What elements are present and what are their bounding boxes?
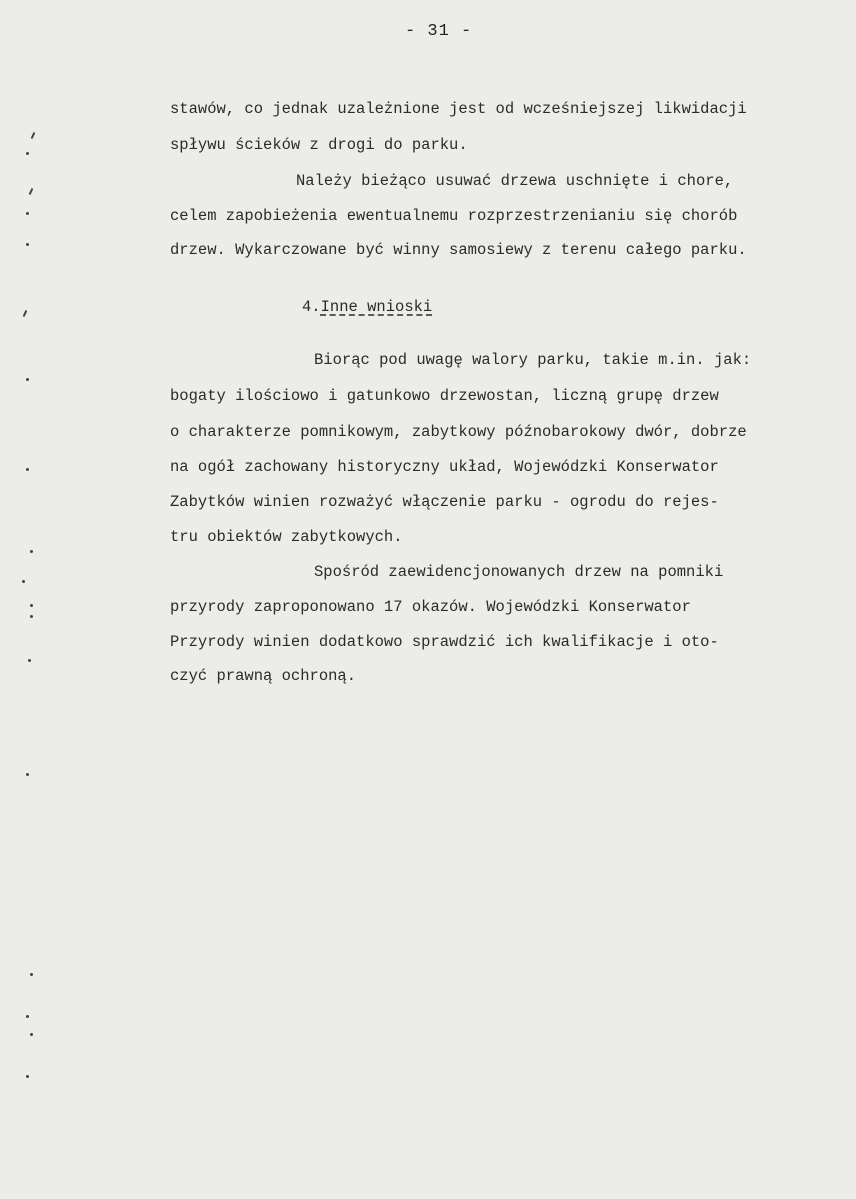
text-line: drzew. Wykarczowane być winny samosiewy z terenu całego parku. <box>170 241 747 259</box>
section-title: Inne wnioski <box>320 298 433 316</box>
text-line: tru obiektów zabytkowych. <box>170 528 403 546</box>
scan-speck <box>26 468 29 471</box>
scan-speck <box>26 773 29 776</box>
text-line: spływu ścieków z drogi do parku. <box>170 136 468 154</box>
text-line: stawów, co jednak uzależnione jest od wcześniejszej likwidacji <box>170 100 747 118</box>
scan-speck <box>28 659 31 662</box>
text-line: przyrody zaproponowano 17 okazów. Wojewódzki Konserwator <box>170 598 691 616</box>
text-line: celem zapobieżenia ewentualnemu rozprzestrzenianiu się chorób <box>170 207 738 225</box>
text-line: Należy bieżąco usuwać drzewa uschnięte i chore, <box>296 172 734 190</box>
text-line: o charakterze pomnikowym, zabytkowy późnobarokowy dwór, dobrze <box>170 423 747 441</box>
scan-speck <box>22 580 25 583</box>
text-line: Spośród zaewidencjonowanych drzew na pomniki <box>314 563 724 581</box>
scan-speck <box>23 310 28 317</box>
page-number: - 31 - <box>405 22 473 41</box>
scan-speck <box>26 152 29 155</box>
scan-speck <box>26 378 29 381</box>
text-line: Zabytków winien rozważyć włączenie parku - ogrodu do rejes- <box>170 493 719 511</box>
scan-speck <box>30 1033 33 1036</box>
scan-speck <box>26 1015 29 1018</box>
scan-speck <box>30 550 33 553</box>
scan-speck <box>26 243 29 246</box>
scan-speck <box>31 132 36 139</box>
text-line: Biorąc pod uwagę walory parku, takie m.in. jak: <box>314 351 752 369</box>
text-line: na ogół zachowany historyczny układ, Wojewódzki Konserwator <box>170 458 719 476</box>
scan-speck <box>26 1075 29 1078</box>
text-line: Przyrody winien dodatkowo sprawdzić ich kwalifikacje i oto- <box>170 633 719 651</box>
scan-speck <box>30 604 33 607</box>
scan-speck <box>29 188 34 195</box>
section-heading <box>302 298 432 316</box>
text-line: czyć prawną ochroną. <box>170 667 357 685</box>
scan-speck <box>30 973 33 976</box>
scan-speck <box>26 212 29 215</box>
section-number: 4. <box>302 298 321 316</box>
text-line: bogaty ilościowo i gatunkowo drzewostan, liczną grupę drzew <box>170 387 719 405</box>
scan-speck <box>30 615 33 618</box>
